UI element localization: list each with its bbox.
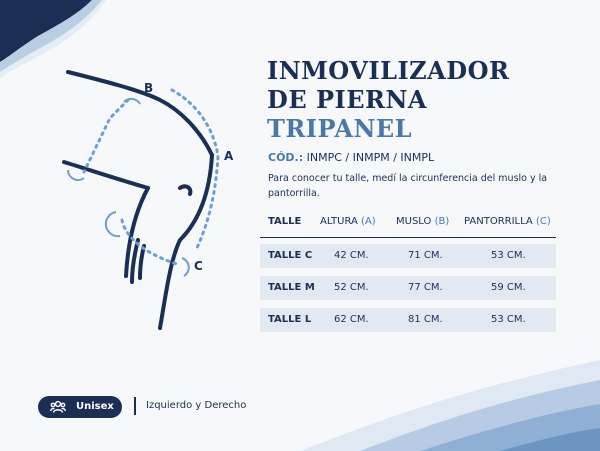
product-title (267, 56, 509, 143)
kneecap-curve (180, 186, 190, 194)
arrow-calf (106, 212, 120, 236)
measurement-instructions: Para conocer tu talle, medí la circunferencia del muslo y la pantorrilla. (268, 173, 548, 199)
header-muslo-abbr: (B) (434, 216, 450, 227)
header-altura-abbr: (A) (361, 216, 376, 227)
header-muslo-label: MUSLO (396, 216, 432, 227)
header-muslo (396, 210, 449, 234)
header-pantorrilla-label: PANTORRILLA (464, 216, 533, 227)
codes-value: INMPC / INMPM / INMPL (306, 151, 435, 164)
table-row (260, 308, 556, 332)
cell-altura: 42 CM. (334, 250, 369, 261)
header-pantorrilla-abbr: (C) (535, 216, 551, 227)
arrow-c (182, 258, 189, 276)
header-talle: TALLE (268, 216, 302, 227)
knee-front-outline (160, 155, 212, 328)
calf-outline (126, 188, 148, 276)
label-c: C (194, 259, 203, 273)
cell-altura: 62 CM. (334, 314, 369, 325)
header-altura-label: ALTURA (320, 216, 358, 227)
cell-muslo: 77 CM. (408, 282, 443, 293)
label-b: B (144, 81, 154, 95)
knee-measurement-illustration (40, 60, 250, 340)
title-line-2: DE PIERNA (267, 85, 428, 114)
cell-talle: TALLE L (268, 314, 312, 325)
cell-pantorrilla: 59 CM. (491, 282, 526, 293)
calf-inner-line-2 (140, 246, 144, 278)
calf-inner-line-1 (132, 240, 138, 282)
header-altura (320, 210, 376, 234)
cell-pantorrilla: 53 CM. (491, 250, 526, 261)
side-label: Izquierdo y Derecho (146, 400, 247, 411)
unisex-badge (38, 396, 122, 418)
cell-talle: TALLE C (268, 250, 313, 261)
people-icon (50, 400, 66, 414)
cell-altura: 52 CM. (334, 282, 369, 293)
table-row (260, 244, 556, 268)
codes-label: CÓD.: (268, 151, 304, 164)
cell-muslo: 81 CM. (408, 314, 443, 325)
cell-muslo: 71 CM. (408, 250, 443, 261)
thigh-bottom-outline (64, 162, 148, 188)
cell-talle: TALLE M (268, 282, 315, 293)
thigh-top-outline (68, 72, 212, 155)
badge-label: Unisex (76, 401, 114, 412)
table-row (260, 276, 556, 300)
arrow-thigh (68, 170, 84, 180)
product-codes (268, 151, 434, 164)
title-line-1: INMOVILIZADOR (267, 56, 510, 85)
measure-line-b (84, 100, 128, 172)
title-line-3: TRIPANEL (267, 114, 413, 143)
size-table-header (260, 210, 556, 238)
cell-pantorrilla: 53 CM. (491, 314, 526, 325)
label-a: A (224, 149, 234, 163)
header-pantorrilla (464, 210, 551, 234)
footer-divider (134, 397, 136, 415)
